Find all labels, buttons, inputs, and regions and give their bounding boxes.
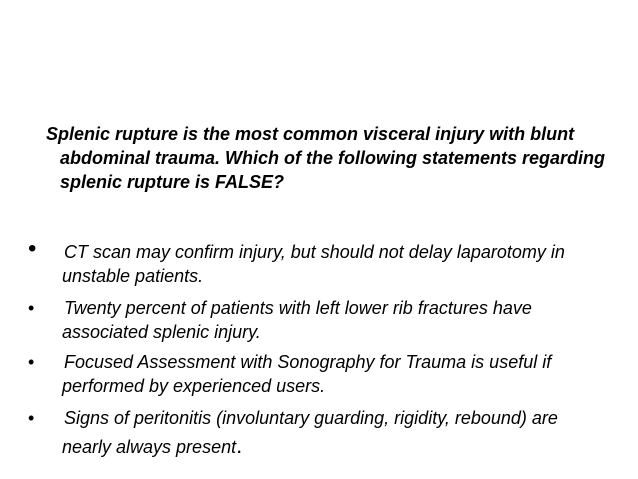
answer-option <box>28 350 608 398</box>
answer-option-period: . <box>236 433 243 458</box>
answer-option-text: CT scan may confirm injury, but should not delay laparotomy in unstable patients. <box>62 242 565 286</box>
bullet-icon: • <box>28 298 35 318</box>
answer-option-text: Twenty percent of patients with left lower rib fractures have associated splenic injury. <box>62 298 532 342</box>
question-text: Splenic rupture is the most common visceral injury with blunt abdominal trauma. Which of the following statements regarding splenic rupture is FALSE? <box>46 124 606 192</box>
answer-option <box>28 405 608 461</box>
bullet-icon: • <box>28 408 35 428</box>
answer-option <box>28 296 608 344</box>
answer-option <box>28 235 608 288</box>
bullet-icon: • <box>28 352 35 372</box>
answer-option-text-wrap <box>62 405 608 461</box>
answer-option-text: Signs of peritonitis (involuntary guarding, rigidity, rebound) are nearly always present <box>62 408 558 457</box>
answer-option-text: Focused Assessment with Sonography for Trauma is useful if performed by experienced users. <box>62 352 552 396</box>
bullet-icon: • <box>28 235 37 262</box>
